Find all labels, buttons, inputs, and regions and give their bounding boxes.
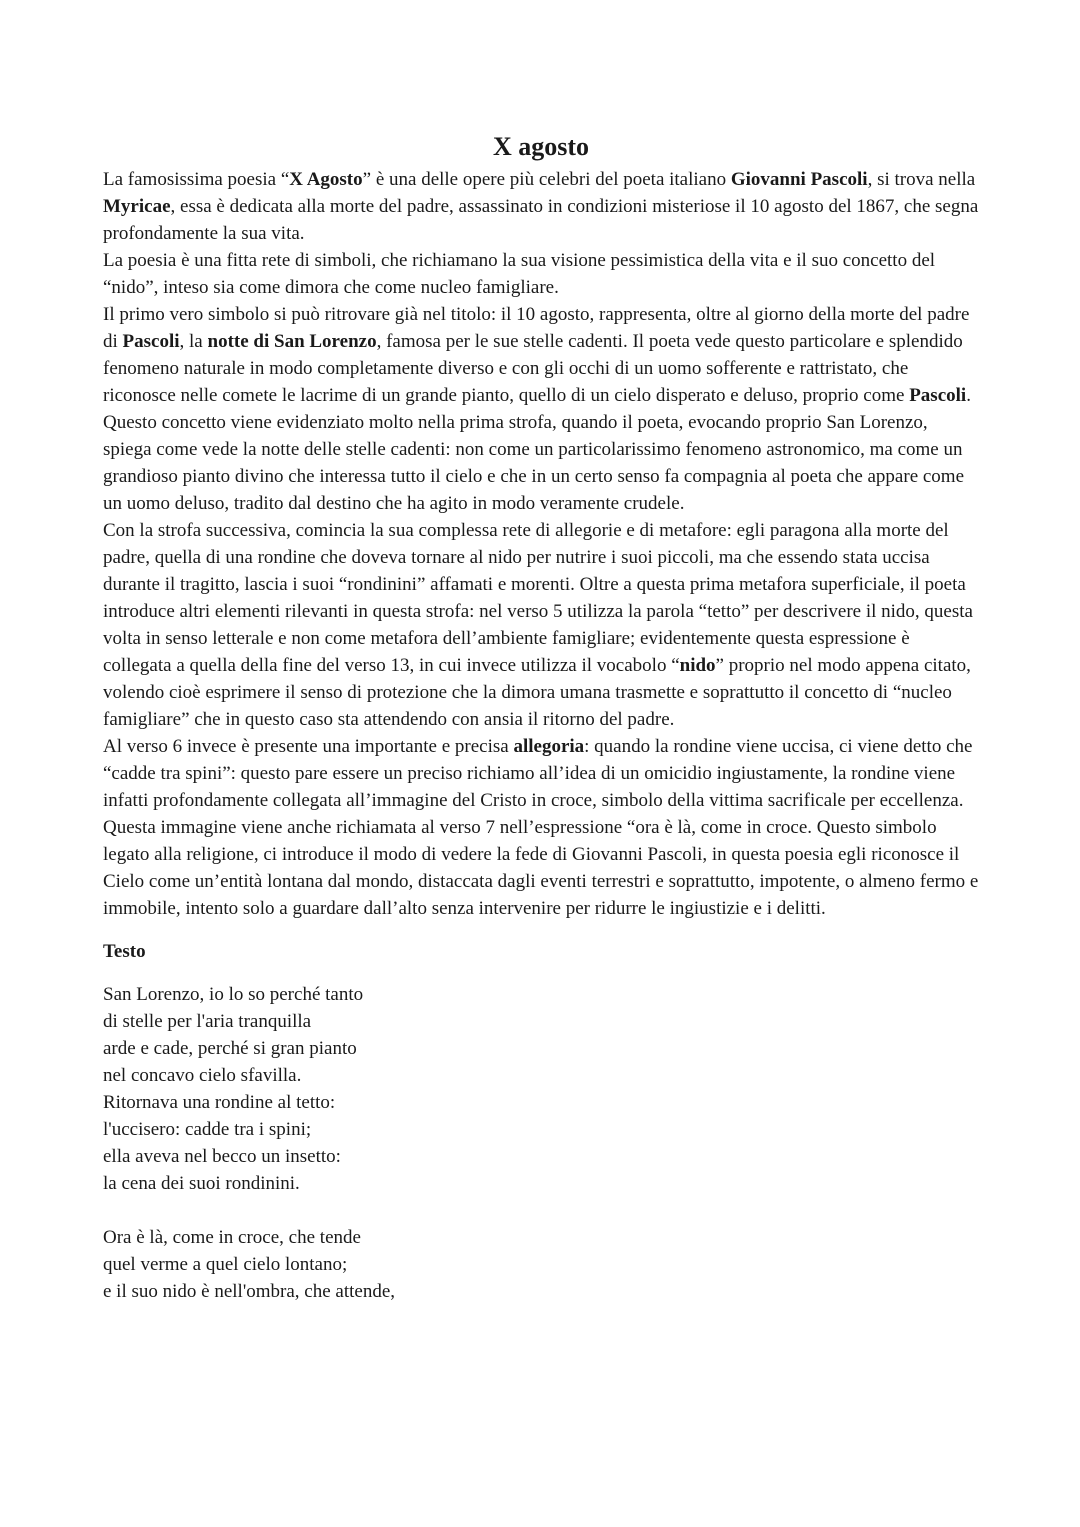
essay-body [103,166,979,922]
poem-line: arde e cade, perché si gran pianto [103,1038,357,1059]
poem-line: ella aveva nel becco un insetto: [103,1146,341,1167]
poem-line: quel verme a quel cielo lontano; [103,1254,348,1275]
paragraph [103,247,979,301]
bold-text: notte di San Lorenzo [207,331,377,352]
paragraph [103,733,979,922]
bold-text: nido [679,655,716,676]
text-run: Il primo vero simbolo si può ritrovare già nel titolo: il 10 agosto, rappresenta, oltre al giorno della morte del padre di [103,304,970,352]
bold-text: Pascoli [909,385,967,406]
bold-text: Giovanni Pascoli [730,169,868,190]
text-run: : quando la rondine viene uccisa, ci viene detto che “cadde tra spini”: questo pare essere un preciso richiamo all’idea di un omicidio ingiustamente, la rondine viene infatti profondamente collegata all’immagine del Cristo in croce, simbolo della vittima sacrificale per eccellenza. Questa immagine viene anche richiamata al verso 7 nell’espressione “ora è là, come in croce. Questo simbolo legato alla religione, ci introduce il modo di vedere la fede di Giovanni Pascoli, in questa poesia egli riconosce il Cielo come un’entità lontana dal mondo, distaccata dagli eventi terrestri e soprattutto, impotente, o almeno fermo e immobile, intento solo a guardare dall’alto senza intervenire per ridurre le ingiustizie e i delitti. [103,736,979,919]
text-run: , essa è dedicata alla morte del padre, assassinato in condizioni misteriose il 10 agosto del 1867, che segna profondamente la sua vita. [103,196,979,244]
bold-text: X Agosto [289,169,363,190]
text-run: ” è una delle opere più celebri del poeta italiano [362,169,731,190]
poem-stanza [103,1224,979,1305]
text-run: , la [179,331,208,352]
text-run: Con la strofa successiva, comincia la sua complessa rete di allegorie e di metafore: egli paragona alla morte del padre, quella di una rondine che doveva tornare al nido per nutrire i suoi piccoli, ma che essendo stata uccisa durante il tragitto, lascia i suoi “rondinini” affamati e morenti. Oltre a questa prima metafora superficiale, il poeta introduce altri elementi rilevanti in questa strofa: nel verso 5 utilizza la parola “tetto” per descrivere il nido, questa volta in senso letterale e non come metafora dell’ambiente famigliare; evidentemente questa espressione è collegata a quella della fine del verso 13, in cui invece utilizza il vocabolo “ [103,520,973,676]
poem-line: Ritornava una rondine al tetto: [103,1092,336,1113]
section-heading-testo: Testo [103,941,146,962]
bold-text: allegoria [513,736,585,757]
poem-text [103,981,979,1305]
text-run: La poesia è una fitta rete di simboli, che richiamano la sua visione pessimistica della vita e il suo concetto del “nido”, inteso sia come dimora che come nucleo famigliare. [103,250,936,298]
text-run: Al verso 6 invece è presente una importante e precisa [103,736,514,757]
text-run: ” proprio nel modo appena citato, volendo cioè esprimere il senso di protezione che la dimora umana trasmette e soprattutto il concetto di “nucleo famigliare” che in questo caso sta attendendo con ansia il ritorno del padre. [103,655,971,730]
text-run: , famosa per le sue stelle cadenti. Il poeta vede questo particolare e splendido fenomeno naturale in modo completamente diverso e con gli occhi di un uomo sofferente e rattristato, che riconosce nelle comete le lacrime di un grande pianto, quello di un cielo disperato e deluso, proprio come [103,331,963,406]
paragraph [103,166,979,247]
poem-stanza [103,981,979,1197]
poem-line: la cena dei suoi rondinini. [103,1173,300,1194]
page-title: X agosto [492,132,590,161]
text-run: Questo concetto viene evidenziato molto nella prima strofa, quando il poeta, evocando proprio San Lorenzo, spiega come vede la notte delle stelle cadenti: non come un particolarissimo fenomeno astronomico, ma come un grandioso pianto divino che interessa tutto il cielo e che in un certo senso fa compagnia al poeta che appare come un uomo deluso, tradito dal destino che ha agito in modo veramente crudele. [103,412,965,514]
paragraph [103,301,979,409]
poem-line: nel concavo cielo sfavilla. [103,1065,302,1086]
bold-text: Pascoli [122,331,180,352]
bold-text: Myricae [103,196,171,217]
document-page [103,128,979,1305]
paragraph [103,517,979,733]
poem-line: Ora è là, come in croce, che tende [103,1227,361,1248]
text-run: . [966,385,971,406]
poem-line: e il suo nido è nell'ombra, che attende, [103,1281,396,1302]
poem-line: di stelle per l'aria tranquilla [103,1011,312,1032]
text-run: , si trova nella [867,169,976,190]
paragraph [103,409,979,517]
poem-line: l'uccisero: cadde tra i spini; [103,1119,312,1140]
poem-line: San Lorenzo, io lo so perché tanto [103,984,364,1005]
text-run: La famosissima poesia “ [103,169,290,190]
